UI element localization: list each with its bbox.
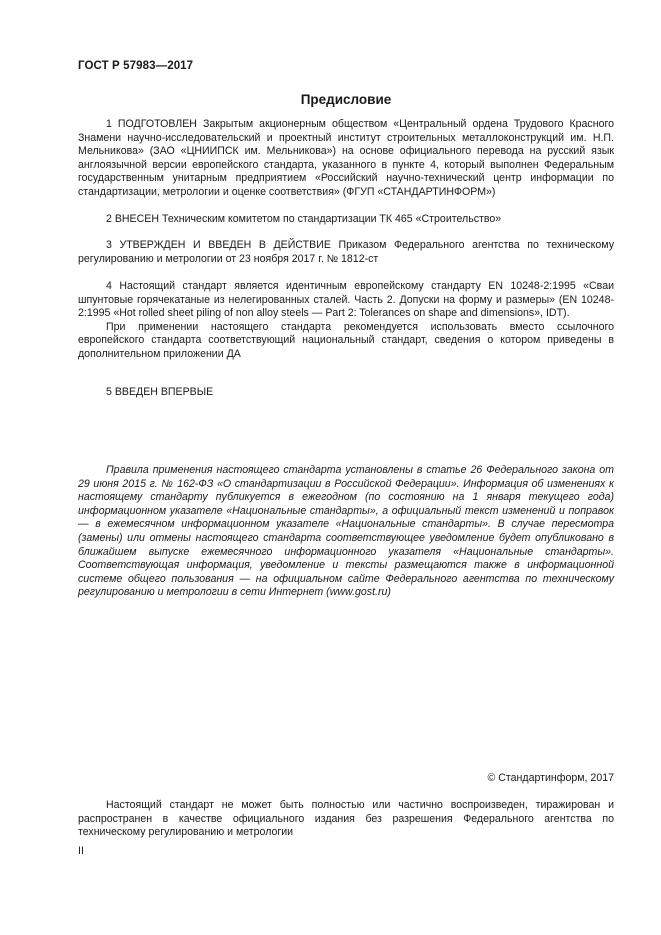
copyright: © Стандартинформ, 2017 [487, 772, 614, 784]
item-2-label: 2 ВНЕСЕН [106, 213, 159, 225]
foreword-item-3 [78, 239, 614, 266]
item-4-extra: При применении настоящего стандарта рекомендуется использовать вместо ссылочного европейского стандарта соответствующий национальный стандарт, сведения о котором приведены в дополнительном приложении ДА [78, 320, 614, 360]
item-3-label: 3 УТВЕРЖДЕН И ВВЕДЕН В ДЕЙСТВИЕ [106, 239, 331, 251]
standard-code: ГОСТ Р 57983—2017 [78, 60, 194, 72]
application-notice: Правила применения настоящего стандарта установлены в статье 26 Федерального закона от 29 июня 2015 г. № 162-ФЗ «О стандартизации в Российской Федерации». Информация об изменениях к настоящему стандарту публикуется в ежегодном (по состоянию на 1 января текущего года) информационном указателе «Национальные стандарты», а официальный текст изменений и поправок — в ежемесячном информационном указателе «Национальные стандарты». В случае пересмотра (замены) или отмены настоящего стандарта соответствующее уведомление будет опубликовано в ближайшем выпуске ежемесячного информационного указателя «Национальные стандарты». Соответствующая информация, уведомление и тексты размещаются также в информационной системе общего пользования — на официальном сайте Федерального агентства по техническому регулированию и метрологии в сети Интернет (www.gost.ru) [78, 464, 614, 599]
item-1-text: Закрытым акционерным обществом «Центральный ордена Трудового Красного Знамени научно-исследовательский и проектный институт строительных металлоконструкций им. Н.П. Мельникова» (ЗАО «ЦНИИПСК им. Мельникова») на основе официального перевода на русский язык англоязычной версии европейского стандарта, указанного в пункте 4, который выполнен Федеральным государственным унитарным предприятием «Российский научно-технический центр информации по стандартизации, метрологии и оценке соответствия» (ФГУП «СТАНДАРТИНФОРМ») [78, 118, 614, 198]
reproduction-notice: Настоящий стандарт не может быть полностью или частично воспроизведен, тиражирован и распространен в качестве официального издания без разрешения Федерального агентства по техническому регулированию и метрологии [78, 799, 614, 839]
foreword-item-4 [78, 280, 614, 362]
item-5-label: 5 ВВЕДЕН ВПЕРВЫЕ [106, 386, 214, 398]
item-1-label: 1 ПОДГОТОВЛЕН [106, 118, 197, 130]
item-3-text: Приказом Федерального агентства по техническому регулированию и метрологии от 23 ноября 2017 г. № 1812-ст [78, 239, 614, 265]
foreword-item-5 [78, 386, 614, 400]
page-number: II [78, 845, 84, 857]
item-4-label: 4 [106, 280, 112, 292]
item-2-text: Техническим комитетом по стандартизации ТК 465 «Строительство» [161, 213, 502, 225]
page-title: Предисловие [300, 92, 392, 107]
foreword-item-2 [78, 213, 614, 227]
foreword-item-1 [78, 118, 614, 200]
item-4-text: Настоящий стандарт является идентичным европейскому стандарту EN 10248-2:1995 «Сваи шпунтовые горячекатаные из нелегированных сталей. Часть 2. Допуски на форму и размеры» (EN 10248-2:1995 «Hot rolled sheet piling of non alloy steels — Part 2: Tolerances on shape and dimensions», IDT). [78, 280, 615, 320]
